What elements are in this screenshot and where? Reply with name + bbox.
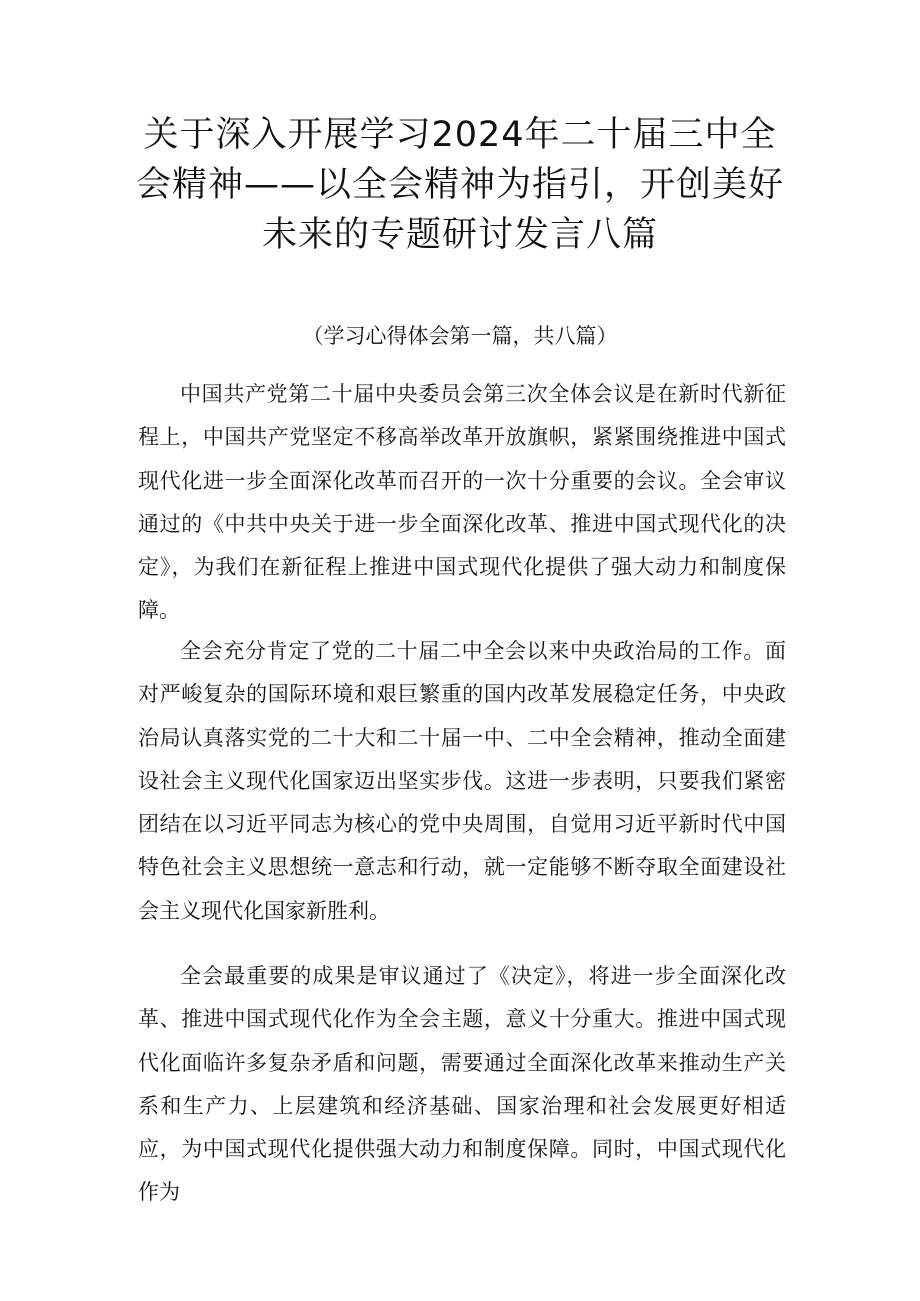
document-title: 关于深入开展学习2024年二十届三中全会精神——以全会精神为指引，开创美好未来的专题研讨发言八篇: [135, 115, 784, 255]
document-subtitle: （学习心得体会第一篇，共八篇）: [302, 324, 618, 348]
paragraph-1: 中国共产党第二十届中央委员会第三次全体会议是在新时代新征程上，中国共产党坚定不移高举改革开放旗帜，紧紧围绕推进中国式现代化进一步全面深化改革而召开的一次十分重要的会议。全会审议通过的《中共中央关于进一步全面深化改革、推进中国式现代化的决定》，为我们在新征程上推进中国式现代化提供了强大动力和制度保障。: [138, 382, 786, 623]
paragraph-2: 全会充分肯定了党的二十届二中全会以来中央政治局的工作。面对严峻复杂的国际环境和艰巨繁重的国内改革发展稳定任务，中央政治局认真落实党的二十大和二十届一中、二中全会精神，推动全面建设社会主义现代化国家迈出坚实步伐。这进一步表明，只要我们紧密团结在以习近平同志为核心的党中央周围，自觉用习近平新时代中国特色社会主义思想统一意志和行动，就一定能够不断夺取全面建设社会主义现代化国家新胜利。: [138, 639, 786, 923]
paragraph-3: 全会最重要的成果是审议通过了《决定》，将进一步全面深化改革、推进中国式现代化作为全会主题，意义十分重大。推进中国式现代化面临许多复杂矛盾和问题，需要通过全面深化改革来推动生产关系和生产力、上层建筑和经济基础、国家治理和社会发展更好相适应，为中国式现代化提供强大动力和制度保障。同时，中国式现代化作为: [138, 964, 786, 1205]
